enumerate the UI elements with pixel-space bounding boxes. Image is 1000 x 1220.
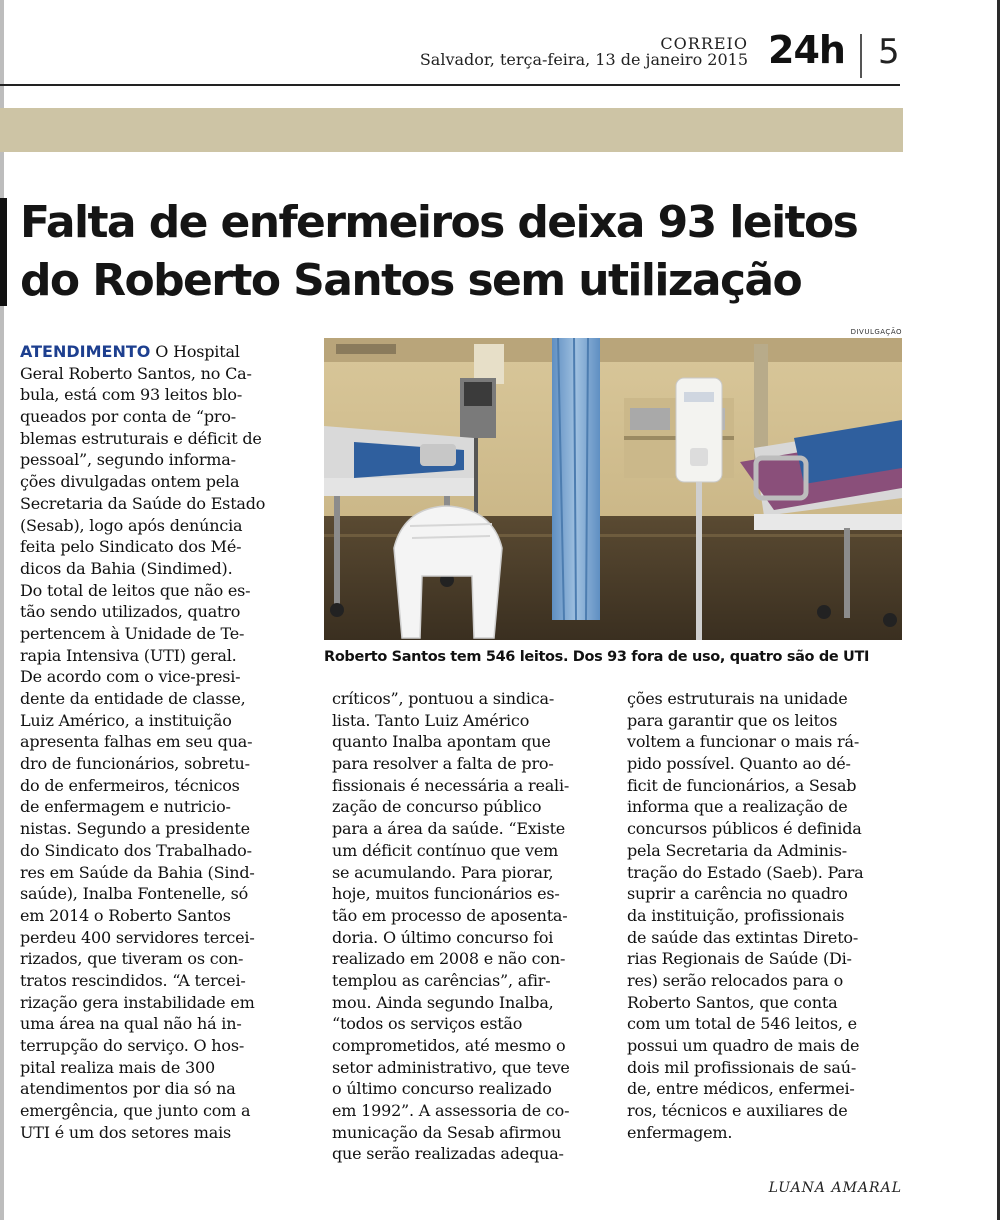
page-number: 5 <box>878 32 900 72</box>
text-line: tração do Estado (Saeb). Para <box>627 862 864 882</box>
text-line: o último concurso realizado <box>332 1079 552 1099</box>
text-line: blemas estruturais e déficit de <box>20 428 262 448</box>
text-line: pertencem à Unidade de Te- <box>20 623 245 643</box>
section-logo: 24h <box>768 28 845 72</box>
text-line: Do total de leitos que não es- <box>20 580 251 600</box>
photo-caption: Roberto Santos tem 546 leitos. Dos 93 fora de uso, quatro são de UTI <box>324 649 870 665</box>
text-line: ros, técnicos e auxiliares de <box>627 1101 848 1121</box>
text-line: em 1992”. A assessoria de co- <box>332 1101 570 1121</box>
column-3-body <box>627 688 917 1143</box>
text-line: dro de funcionários, sobretu- <box>20 754 250 774</box>
text-line: tão em processo de aposenta- <box>332 905 568 925</box>
text-line: mou. Ainda segundo Inalba, <box>332 992 554 1012</box>
text-line: zação de concurso público <box>332 797 542 817</box>
text-line: para garantir que os leitos <box>627 710 838 730</box>
text-line: queados por conta de “pro- <box>20 407 236 427</box>
text-line: realizado em 2008 e não con- <box>332 949 566 969</box>
text-line: críticos”, pontuou a sindica- <box>332 689 555 708</box>
text-line: De acordo com o vice-presi- <box>20 667 241 687</box>
lead-text: O Hospital <box>150 342 240 361</box>
text-line: ções divulgadas ontem pela <box>20 472 240 492</box>
text-line: saúde), Inalba Fontenelle, só <box>20 884 249 904</box>
text-line: da instituição, profissionais <box>627 905 845 925</box>
text-line: “todos os serviços estão <box>332 1014 523 1034</box>
masthead <box>0 0 1000 88</box>
text-line: feita pelo Sindicato dos Mé- <box>20 537 242 557</box>
text-line: concursos públicos é definida <box>627 819 862 839</box>
text-line: dente da entidade de classe, <box>20 689 246 708</box>
text-line: de enfermagem e nutricio- <box>20 797 231 817</box>
text-line: perdeu 400 servidores tercei- <box>20 927 255 947</box>
hospital-ward-photo <box>324 338 902 640</box>
newspaper-name: CORREIO <box>660 34 748 53</box>
text-line: dois mil profissionais de saú- <box>627 1057 857 1077</box>
text-line: enfermagem. <box>627 1122 733 1142</box>
text-line: um déficit contínuo que vem <box>332 840 559 860</box>
photo-credit: DIVULGAÇÃO <box>850 328 902 336</box>
text-line: fissionais é necessária a reali- <box>332 775 570 795</box>
headline-line-1: Falta de enfermeiros deixa 93 leitos <box>20 197 858 248</box>
text-line: do Sindicato dos Trabalhado- <box>20 840 252 860</box>
text-line: informa que a realização de <box>627 797 848 817</box>
text-line: com um total de 546 leitos, e <box>627 1014 857 1034</box>
text-line: lista. Tanto Luiz Américo <box>332 710 530 730</box>
text-line: atendimentos por dia só na <box>20 1079 236 1099</box>
headline-line-2: do Roberto Santos sem utilização <box>20 255 802 306</box>
text-line: doria. O último concurso foi <box>332 927 554 947</box>
section-kicker: ATENDIMENTO <box>20 342 151 361</box>
text-line: rizados, que tiveram os con- <box>20 949 244 969</box>
text-line: uma área na qual não há in- <box>20 1014 242 1034</box>
text-line: hoje, muitos funcionários es- <box>332 884 560 904</box>
color-band <box>0 108 903 152</box>
text-line: UTI é um dos setores mais <box>20 1122 232 1142</box>
masthead-divider <box>860 34 862 78</box>
text-line: de saúde das extintas Direto- <box>627 927 859 947</box>
text-line: comprometidos, até mesmo o <box>332 1036 566 1055</box>
text-line: rapia Intensiva (UTI) geral. <box>20 645 237 665</box>
headline <box>20 194 920 310</box>
page-left-edge <box>0 0 4 1220</box>
masthead-rule <box>0 84 900 86</box>
text-line: terrupção do serviço. O hos- <box>20 1036 245 1055</box>
text-line: Roberto Santos, que conta <box>627 992 838 1012</box>
text-line: res em Saúde da Bahia (Sind- <box>20 862 255 882</box>
text-line: para a área da saúde. “Existe <box>332 819 566 839</box>
text-line: Secretaria da Saúde do Estado <box>20 493 266 513</box>
column-1-lead-line <box>20 341 310 363</box>
text-line: Luiz Américo, a instituição <box>20 710 232 730</box>
text-line: emergência, que junto com a <box>20 1101 251 1121</box>
text-line: possui um quadro de mais de <box>627 1036 860 1055</box>
text-line: municação da Sesab afirmou <box>332 1122 562 1142</box>
text-line: pela Secretaria da Adminis- <box>627 840 847 860</box>
text-line: quanto Inalba apontam que <box>332 732 551 752</box>
text-line: para resolver a falta de pro- <box>332 754 554 774</box>
column-1 <box>20 341 310 1143</box>
text-line: de, entre médicos, enfermei- <box>627 1079 855 1099</box>
text-line: rização gera instabilidade em <box>20 992 255 1012</box>
text-line: pessoal”, segundo informa- <box>20 450 236 470</box>
text-line: do de enfermeiros, técnicos <box>20 775 240 795</box>
text-line: nistas. Segundo a presidente <box>20 819 250 839</box>
column-2 <box>332 688 612 1165</box>
text-line: apresenta falhas em seu qua- <box>20 732 253 752</box>
text-line: pital realiza mais de 300 <box>20 1057 215 1077</box>
column-3 <box>627 688 917 1143</box>
text-line: em 2014 o Roberto Santos <box>20 905 231 925</box>
text-line: setor administrativo, que teve <box>332 1057 570 1077</box>
text-line: ficit de funcionários, a Sesab <box>627 775 857 795</box>
headline-rule <box>0 198 7 306</box>
text-line: (Sesab), logo após denúncia <box>20 515 243 535</box>
text-line: pido possível. Quanto ao dé- <box>627 754 851 774</box>
byline: LUANA AMARAL <box>768 1180 902 1196</box>
text-line: que serão realizadas adequa- <box>332 1144 564 1164</box>
text-line: tratos rescindidos. “A tercei- <box>20 970 246 990</box>
column-2-body <box>332 688 612 1165</box>
text-line: rias Regionais de Saúde (Di- <box>627 949 852 969</box>
column-1-body <box>20 363 310 1144</box>
text-line: res) serão relocados para o <box>627 970 844 990</box>
text-line: se acumulando. Para piorar, <box>332 862 554 882</box>
text-line: tão sendo utilizados, quatro <box>20 602 241 622</box>
text-line: voltem a funcionar o mais rá- <box>627 732 860 752</box>
text-line: templou as carências”, afir- <box>332 970 551 990</box>
text-line: dicos da Bahia (Sindimed). <box>20 558 233 578</box>
dateline: Salvador, terça-feira, 13 de janeiro 2015 <box>419 50 748 69</box>
text-line: ções estruturais na unidade <box>627 689 848 708</box>
text-line: bula, está com 93 leitos blo- <box>20 385 243 405</box>
text-line: suprir a carência no quadro <box>627 884 848 904</box>
text-line: Geral Roberto Santos, no Ca- <box>20 363 252 383</box>
